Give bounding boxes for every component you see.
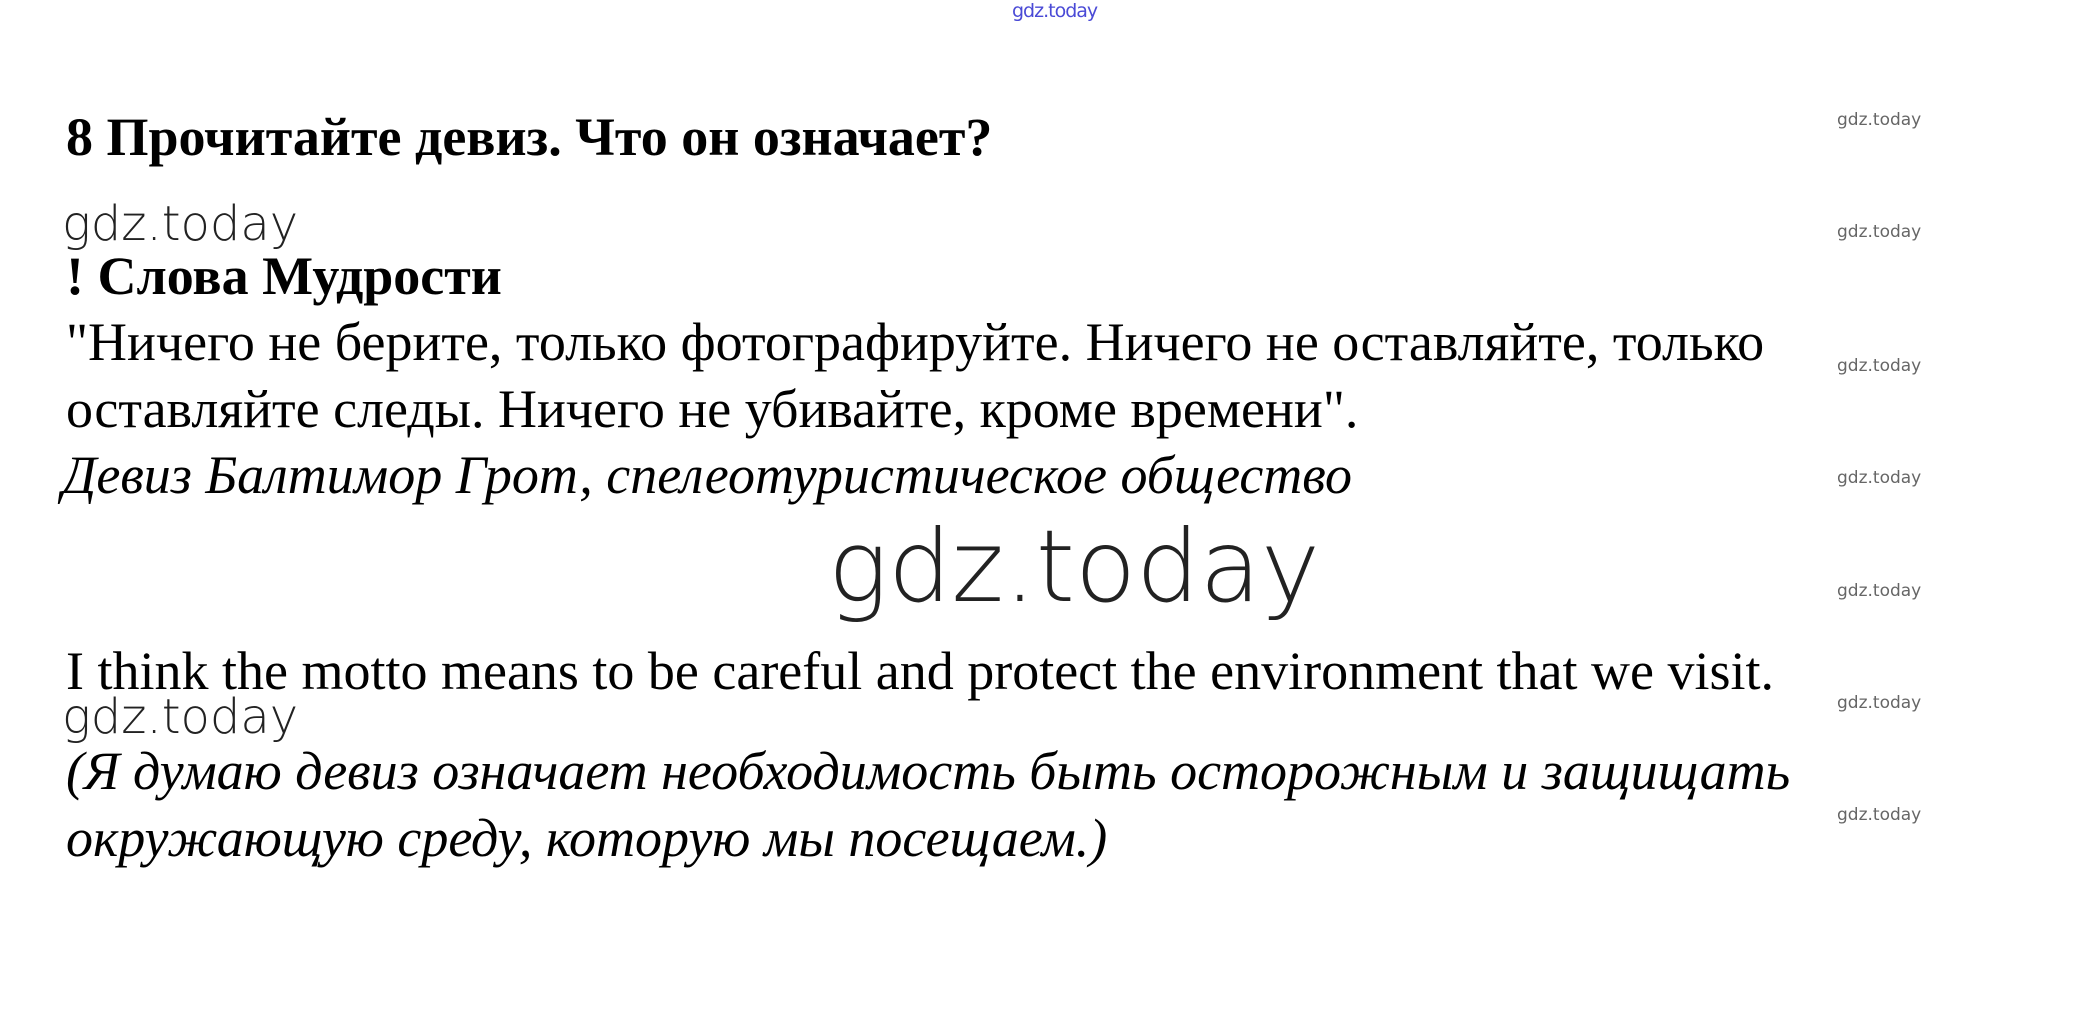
quote-line: "Ничего не берите, только фотографируйте. Ничего не оставляйте, только [66,312,1765,372]
task-heading: 8 Прочитайте девиз. Что он означает? [66,107,993,167]
watermark-large: gdz.today [828,508,1321,625]
watermark-inline: gdz.today [62,689,299,745]
section-title: ! Слова Мудрости [66,246,502,306]
quote-attribution: Девиз Балтимор Грот, спелеотуристическое общество [62,445,1353,505]
answer-russian-line: окружающую среду, которую мы посещаем.) [66,808,1108,868]
watermark-side: gdz.today [1837,581,1922,601]
answer-russian-line: (Я думаю девиз означает необходимость быть осторожным и защищать [66,741,1791,801]
watermark-side: gdz.today [1837,693,1922,713]
watermark-side: gdz.today [1837,222,1922,242]
watermark-inline: gdz.today [62,196,299,252]
watermark-top: gdz.today [1012,0,1098,22]
quote-line: оставляйте следы. Ничего не убивайте, кроме времени". [66,379,1359,439]
answer-english: I think the motto means to be careful and protect the environment that we visit. [66,641,1775,701]
watermark-side: gdz.today [1837,805,1922,825]
watermark-side: gdz.today [1837,356,1922,376]
watermark-side: gdz.today [1837,468,1922,488]
watermark-side: gdz.today [1837,110,1922,130]
